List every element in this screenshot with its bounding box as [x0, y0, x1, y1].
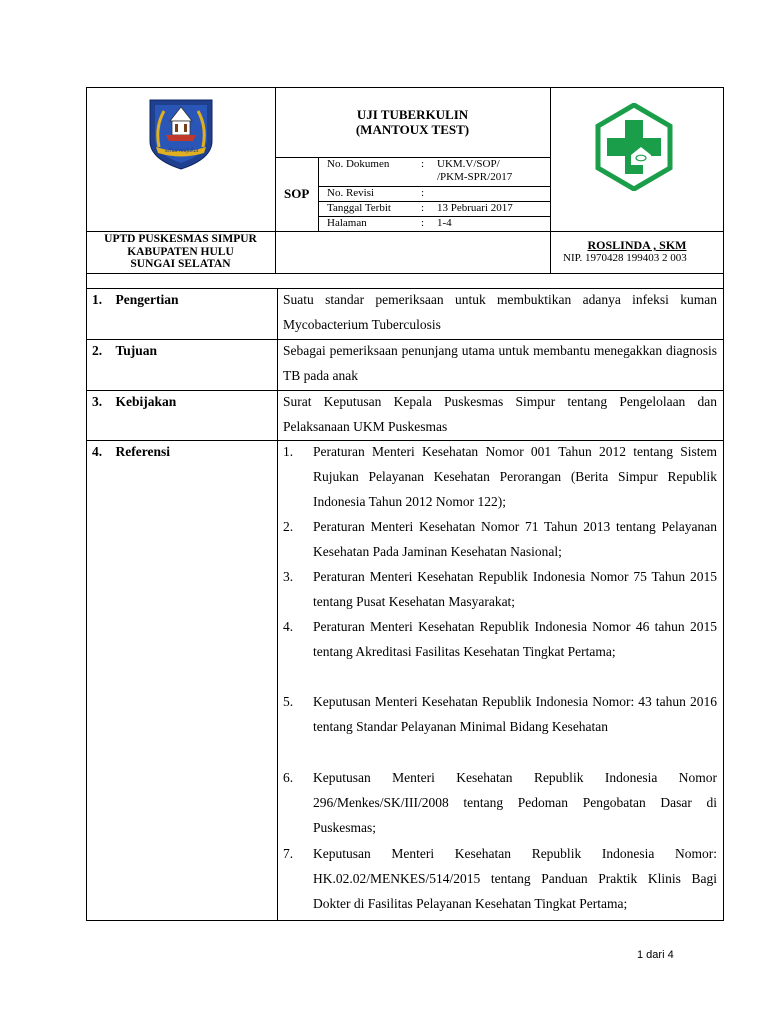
header-mid-line: [86, 231, 724, 232]
list-item-text: Keputusan Menteri Kesehatan Republik Indonesia Nomor 296/Menkes/SK/III/2008 tentang Pedoman Pengobatan Dasar di Puskesmas;: [313, 770, 717, 835]
revision-sep: :: [421, 187, 425, 199]
section-pengertian-text: Suatu standar pemeriksaan untuk membuktikan adanya infeksi kuman Mycobacterium Tuberculosis: [283, 292, 717, 332]
section-tujuan-text: Sebagai pemeriksaan penunjang utama untuk membantu menegakkan diagnosis TB pada anak: [283, 343, 717, 383]
issue-date-label: Tanggal Terbit: [327, 202, 391, 214]
section-number: 1.: [92, 292, 103, 307]
list-item-number: 2.: [283, 519, 294, 534]
signer-nip: NIP. 1970428 199403 2 003: [563, 252, 687, 264]
list-item-text: Peraturan Menteri Kesehatan Republik Indonesia Nomor 46 tahun 2015 tentang Akreditasi Fasilitas Kesehatan Tingkat Pertama;: [313, 619, 717, 659]
section-number: 2.: [92, 343, 103, 358]
title-bottom-line: [275, 157, 550, 158]
section-number: 4.: [92, 444, 103, 459]
revision-label: No. Revisi: [327, 187, 375, 199]
section-kebijakan-text: Surat Keputusan Kepala Puskesmas Simpur tentang Pengelolaan dan Pelaksanaan UKM Puskesmas: [283, 394, 717, 434]
page-count-value: 1-4: [437, 217, 452, 229]
list-item-number: 5.: [283, 694, 294, 709]
list-item-number: 3.: [283, 569, 294, 584]
sop-divider: [318, 157, 319, 231]
list-item-number: 7.: [283, 846, 294, 861]
table-border-top: [86, 87, 724, 88]
signer-name: ROSLINDA , SKM: [587, 238, 687, 252]
section-kebijakan-heading: [92, 389, 176, 414]
issue-date-sep: :: [421, 202, 425, 214]
org-line-1: UPTD PUSKESMAS SIMPUR: [104, 233, 257, 245]
puskesmas-cross-logo: [595, 103, 673, 191]
section-tujuan-heading: [92, 338, 157, 363]
section-title: Pengertian: [115, 292, 179, 307]
list-item-number: 6.: [283, 770, 294, 785]
section-title: Referensi: [115, 444, 170, 459]
header-bottom-line: [86, 273, 724, 274]
doc-number-sep: :: [421, 158, 425, 170]
page-number: 1 dari 4: [637, 949, 674, 961]
page-title: [275, 107, 550, 137]
list-item-number: 1.: [283, 444, 294, 459]
page-count-sep: :: [421, 217, 425, 229]
list-item-text: Keputusan Menteri Kesehatan Republik Indonesia Nomor: 43 tahun 2016 tentang Standar Pelayanan Minimal Bidang Kesehatan: [313, 694, 717, 734]
sop-label: SOP: [284, 186, 310, 201]
org-line-2: KABUPATEN HULU: [127, 245, 234, 258]
section-title: Tujuan: [115, 343, 158, 358]
section-title: Kebijakan: [115, 394, 177, 409]
list-item-text: Peraturan Menteri Kesehatan Nomor 71 Tahun 2013 tentang Pelayanan Kesehatan Pada Jaminan Kesehatan Nasional;: [313, 519, 717, 559]
table-border-right: [723, 87, 724, 921]
list-item-text: Keputusan Menteri Kesehatan Republik Indonesia Nomor: HK.02.02/MENKES/514/2015 tentang Panduan Praktik Klinis Bagi Dokter di Fasilitas Pelayanan Kesehatan Tingkat Pertama;: [313, 846, 717, 911]
org-line-3: SUNGAI SELATAN: [130, 258, 231, 270]
title-line-2: (MANTOUX TEST): [355, 122, 470, 137]
regency-emblem-logo: [146, 97, 216, 171]
table-border-bottom: [86, 920, 724, 921]
page-count-label: Halaman: [327, 217, 367, 229]
list-item-text: Peraturan Menteri Kesehatan Republik Indonesia Nomor 75 Tahun 2015 tentang Pusat Kesehatan Masyarakat;: [313, 569, 717, 609]
organisation-name: [86, 233, 275, 271]
doc-number-value: UKM.V/SOP/: [437, 158, 500, 170]
body-column-divider: [277, 288, 278, 921]
doc-number-value-cont: /PKM-SPR/2017: [437, 171, 513, 183]
section-referensi-heading: [92, 439, 170, 464]
issue-date-value: 13 Pebruari 2017: [437, 202, 513, 214]
list-item-number: 4.: [283, 619, 294, 634]
section-number: 3.: [92, 394, 103, 409]
table-border-left: [86, 87, 87, 921]
title-line-1: UJI TUBERKULIN: [356, 107, 469, 122]
list-item-text: Peraturan Menteri Kesehatan Nomor 001 Tahun 2012 tentang Sistem Rujukan Pelayanan Kesehatan Perorangan (Berita Simpur Republik Indonesia Tahun 2012 Nomor 122);: [313, 444, 717, 509]
emblem-banner-text: sehat mufakat: [165, 148, 199, 154]
section-pengertian-heading: [92, 287, 179, 312]
doc-number-label: No. Dokumen: [327, 158, 390, 170]
